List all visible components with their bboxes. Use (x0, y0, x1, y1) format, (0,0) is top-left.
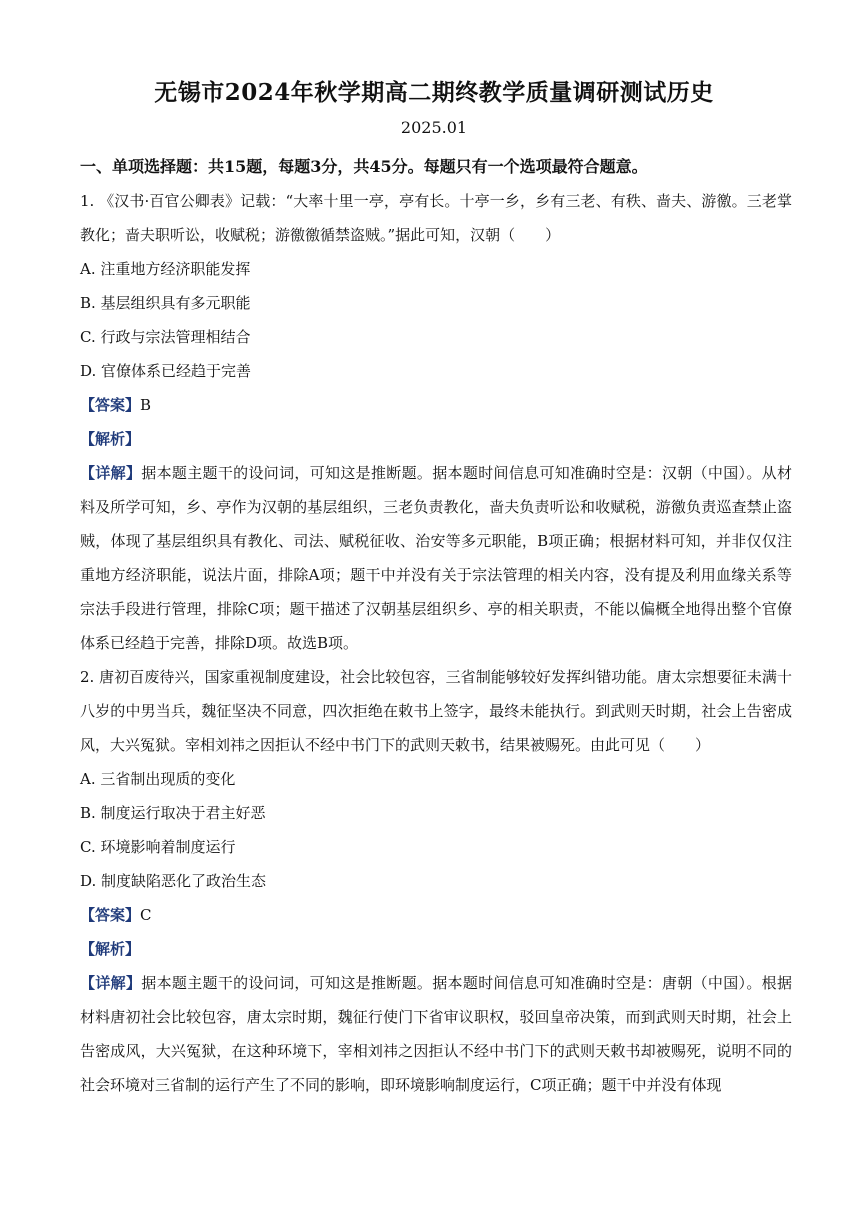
answer-value: C (140, 906, 152, 924)
question-1-stem: 1. 《汉书·百官公卿表》记载：“大率十里一亭，亭有长。十亭一乡，乡有三老、有秩、啬夫、游徼。三老掌教化；啬夫职听讼，收赋税；游徼徼循禁盗贼。”据此可知，汉朝（ ） (80, 192, 792, 244)
question-1-option-c: C. 行政与宗法管理相结合 (80, 328, 251, 346)
question-1-option-a: A. 注重地方经济职能发挥 (80, 260, 251, 278)
question-2-option-c: C. 环境影响着制度运行 (80, 838, 236, 856)
question-1-option-d: D. 官僚体系已经趋于完善 (80, 362, 252, 380)
question-2-stem: 2. 唐初百废待兴，国家重视制度建设，社会比较包容，三省制能够较好发挥纠错功能。唐太宗想要征未满十八岁的中男当兵，魏征坚决不同意，四次拒绝在敕书上签字，最终未能执行。到武则天时期，社会上告密成风，大兴冤狱。宰相刘祎之因拒认不经中书门下的武则天敕书，结果被赐死。由此可见（ ） (80, 668, 792, 754)
answer-value: B (140, 396, 152, 414)
exam-date: 2025.01 (400, 118, 468, 137)
answer-label: 【答案】 (80, 396, 141, 414)
analysis-label: 【解析】 (80, 940, 141, 958)
question-1-analysis (80, 422, 792, 456)
answer-label: 【答案】 (80, 906, 141, 924)
detail-text: 据本题主题干的设问词，可知这是推断题。据本题时间信息可知准确时空是：汉朝（中国）。从材料及所学可知，乡、亭作为汉朝的基层组织，三老负责教化，啬夫负责听讼和收赋税，游徼负责巡查禁止盗贼，体现了基层组织具有教化、司法、赋税征收、治安等多元职能，B项正确；根据材料可知，并非仅仅注重地方经济职能，说法片面，排除A项；题干中并没有关于宗法管理的相关内容，没有提及利用血缘关系等宗法手段进行管理，排除C项；题干描述了汉朝基层组织乡、亭的相关职责，不能以偏概全地得出整个官僚体系已经趋于完善，排除D项。故选B项。 (80, 464, 792, 652)
detail-label: 【详解】 (80, 464, 142, 482)
page-title: 无锡市2024年秋学期高二期终教学质量调研测试历史 (154, 79, 714, 106)
question-1-option-b: B. 基层组织具有多元职能 (80, 294, 251, 312)
question-2-option-b: B. 制度运行取决于君主好恶 (80, 804, 266, 822)
detail-label: 【详解】 (80, 974, 142, 992)
question-2-option-a: A. 三省制出现质的变化 (80, 770, 236, 788)
document-body (80, 150, 792, 1102)
question-1-answer (80, 388, 792, 422)
analysis-label: 【解析】 (80, 430, 141, 448)
question-1-detail (80, 456, 792, 660)
question-2-analysis (80, 932, 792, 966)
question-2-option-d: D. 制度缺陷恶化了政治生态 (80, 872, 267, 890)
section-heading: 一、单项选择题：共15题，每题3分，共45分。每题只有一个选项最符合题意。 (80, 157, 648, 176)
detail-text: 据本题主题干的设问词，可知这是推断题。据本题时间信息可知准确时空是：唐朝（中国）。根据材料唐初社会比较包容，唐太宗时期，魏征行使门下省审议职权，驳回皇帝决策，而到武则天时期，社会上告密成风，大兴冤狱，在这种环境下，宰相刘祎之因拒认不经中书门下的武则天敕书却被赐死，说明不同的社会环境对三省制的运行产生了不同的影响，即环境影响制度运行，C项正确；题干中并没有体现 (80, 974, 792, 1094)
question-2-detail (80, 966, 792, 1102)
question-2-answer (80, 898, 792, 932)
